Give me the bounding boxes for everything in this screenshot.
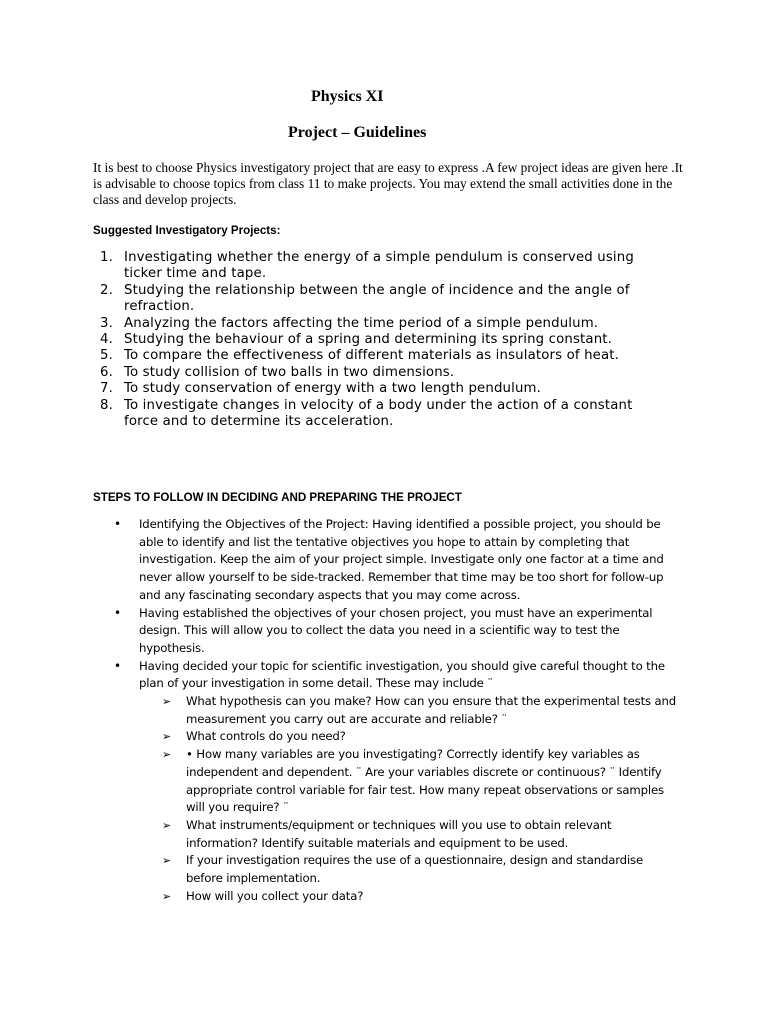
arrow-bullet-icon: ➢ (162, 889, 172, 903)
plan-question-text: What controls do you need? (186, 729, 346, 744)
project-item (98, 381, 658, 397)
project-item (98, 283, 658, 316)
plan-question-item (139, 817, 680, 852)
step-item-text: Having established the objectives of your chosen project, you must have an experimental design. This will allow you to collect the data you need in a scientific way to test the hypothesis. (139, 605, 653, 655)
project-item-text: Analyzing the factors affecting the time period of a simple pendulum. (124, 315, 599, 331)
project-item-number: 1. (100, 250, 113, 265)
step-item (110, 605, 680, 658)
arrow-bullet-icon: ➢ (162, 695, 172, 709)
project-item-number: 6. (100, 364, 113, 380)
step-item (110, 658, 680, 906)
plan-question-text: How will you collect your data? (186, 888, 364, 903)
project-item-text: Investigating whether the energy of a simple pendulum is conserved using ticker time and tape. (124, 250, 634, 282)
plan-question-text: • How many variables are you investigating? Correctly identify key variables as independent and dependent. ¨ Are your variables discrete or continuous? ¨ Identify appropriate control variable for fair test. How many repeat observations or samples will you require? ¨ (186, 747, 664, 815)
project-item-number: 4. (100, 332, 113, 348)
arrow-bullet-icon: ➢ (162, 854, 172, 868)
project-item-text: Studying the relationship between the angle of incidence and the angle of refraction. (124, 282, 630, 315)
project-item (98, 316, 658, 332)
project-item (98, 332, 658, 348)
bullet-icon: • (114, 517, 121, 531)
project-item-number: 7. (100, 381, 113, 397)
project-item (98, 398, 658, 431)
intro-paragraph: It is best to choose Physics investigatory project that are easy to express .A few project ideas are given here .It is advisable to choose topics from class 11 to make projects. You may extend the small activities done in the class and develop projects. (93, 160, 683, 207)
bullet-icon: • (114, 605, 121, 620)
project-item-number: 8. (100, 397, 113, 413)
step-item-text: Having decided your topic for scientific investigation, you should give careful thought to the plan of your investigation in some detail. These may include ¨ (139, 658, 665, 691)
project-item (98, 365, 658, 381)
project-item-text: To investigate changes in velocity of a body under the action of a constant force and to determine its acceleration. (124, 397, 633, 430)
plan-question-item (139, 693, 680, 728)
plan-question-text: If your investigation requires the use of a questionnaire, design and standardise before implementation. (186, 853, 644, 886)
plan-question-text: What instruments/equipment or techniques will you use to obtain relevant information? Identify suitable materials and equipment to be used. (186, 817, 612, 850)
project-item-text: To study collision of two balls in two dimensions. (124, 364, 455, 380)
project-item (98, 348, 658, 364)
document-subtitle: Project – Guidelines (288, 124, 427, 141)
plan-question-item (139, 888, 680, 906)
project-item-number: 5. (100, 348, 113, 364)
project-item (98, 250, 658, 283)
document-title: Physics XI (311, 88, 384, 105)
arrow-bullet-icon: ➢ (162, 730, 172, 744)
plan-question-item (139, 852, 680, 887)
plan-question-item (139, 746, 680, 817)
suggested-projects-list (98, 250, 658, 430)
project-item-number: 3. (100, 315, 113, 331)
plan-questions-list (139, 693, 680, 905)
step-item (110, 516, 680, 605)
plan-question-item (139, 728, 680, 746)
project-item-text: To study conservation of energy with a two length pendulum. (124, 381, 542, 397)
project-item-text: Studying the behaviour of a spring and determining its spring constant. (124, 332, 613, 348)
project-item-number: 2. (100, 282, 113, 298)
arrow-bullet-icon: ➢ (162, 818, 172, 832)
bullet-icon: • (114, 658, 121, 673)
steps-heading: STEPS TO FOLLOW IN DECIDING AND PREPARING THE PROJECT (93, 491, 462, 504)
step-item-text: Identifying the Objectives of the Project: Having identified a possible project, you should be able to identify and list the tentative objectives you hope to attain by completing that investigation. Keep the aim of your project simple. Investigate only one factor at a time and never allow yourself to be side-tracked. Remember that time may be too short for follow-up and any fascinating secondary aspects that you may come across. (139, 517, 664, 602)
project-item-text: To compare the effectiveness of different materials as insulators of heat. (124, 348, 620, 364)
arrow-bullet-icon: ➢ (162, 748, 172, 762)
steps-list (110, 516, 680, 905)
suggested-projects-heading: Suggested Investigatory Projects: (93, 224, 281, 237)
plan-question-text: What hypothesis can you make? How can you ensure that the experimental tests and measurement you carry out are accurate and reliable? ¨ (186, 694, 677, 726)
